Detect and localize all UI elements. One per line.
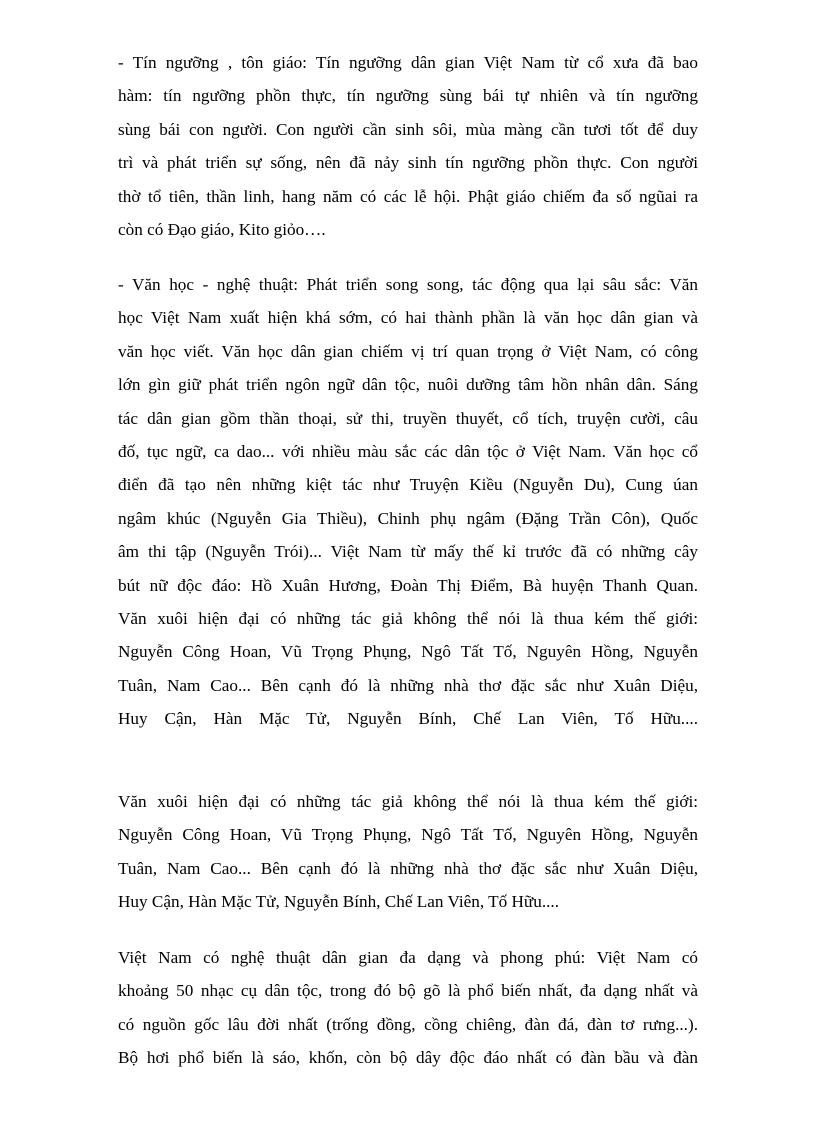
- text-line: văn học viết. Văn học dân gian chiếm vị trí quan trọng ở Việt Nam, có công: [118, 341, 698, 361]
- text-line: bút nữ độc đáo: Hồ Xuân Hương, Đoàn Thị Điểm, Bà huyện Thanh Quan.: [118, 575, 698, 595]
- text-line: Văn xuôi hiện đại có những tác giả không thể nói là thua kém thế giới:: [118, 792, 698, 811]
- text-line: - Văn học - nghệ thuật: Phát triển song song, tác động qua lại sâu sắc: Văn: [118, 275, 698, 294]
- text-line: lớn gìn giữ phát triển ngôn ngữ dân tộc, nuôi dưỡng tâm hồn nhân dân. Sáng: [118, 375, 698, 395]
- text-line: sùng bái con người. Con người cần sinh sôi, mùa màng cần tươi tốt để duy: [118, 119, 698, 139]
- text-line: thờ tổ tiên, thần linh, hang năm có các lễ hội. Phật giáo chiếm đa số ngũai ra: [118, 186, 698, 206]
- text-line: còn có Đạo giáo, Kito giỏo….: [118, 219, 326, 239]
- text-line: âm thi tập (Nguyễn Trói)... Việt Nam từ mấy thế kỉ trước đã có những cây: [118, 542, 698, 562]
- paragraph-literature-art: [118, 268, 698, 735]
- paragraph-modern-prose: [118, 785, 698, 919]
- text-line: Nguyễn Công Hoan, Vũ Trọng Phụng, Ngô Tất Tố, Nguyên Hồng, Nguyễn: [118, 642, 698, 662]
- text-line: có nguồn gốc lâu đời nhất (trống đồng, cồng chiêng, đàn đá, đàn tơ rưng...).: [118, 1014, 698, 1034]
- text-line: Nguyễn Công Hoan, Vũ Trọng Phụng, Ngô Tất Tố, Nguyên Hồng, Nguyễn: [118, 825, 698, 845]
- text-line: ngâm khúc (Nguyễn Gia Thiều), Chinh phụ ngâm (Đặng Trần Côn), Quốc: [118, 508, 698, 528]
- text-line: - Tín ngưỡng , tôn giáo: Tín ngưỡng dân gian Việt Nam từ cổ xưa đã bao: [118, 53, 698, 72]
- text-line: Huy Cận, Hàn Mặc Tử, Nguyễn Bính, Chế Lan Viên, Tố Hữu....: [118, 709, 698, 729]
- text-line: Tuân, Nam Cao... Bên cạnh đó là những nhà thơ đặc sắc như Xuân Diệu,: [118, 858, 698, 878]
- text-line: khoảng 50 nhạc cụ dân tộc, trong đó bộ gõ là phổ biến nhất, đa dạng nhất và: [118, 981, 698, 1001]
- text-line: điển đã tạo nên những kiệt tác như Truyện Kiều (Nguyễn Du), Cung úan: [118, 475, 698, 495]
- text-line: Bộ hơi phổ biến là sáo, khốn, còn bộ dây độc đáo nhất có đàn bầu và đàn: [118, 1048, 698, 1068]
- paragraph-folk-art: [118, 941, 698, 1075]
- text-line: Việt Nam có nghệ thuật dân gian đa dạng và phong phú: Việt Nam có: [118, 948, 698, 967]
- text-line: Văn xuôi hiện đại có những tác giả không thể nói là thua kém thế giới:: [118, 608, 698, 628]
- text-line: hàm: tín ngưỡng phồn thực, tín ngưỡng sùng bái tự nhiên và tín ngưỡng: [118, 86, 698, 106]
- paragraph-beliefs-religion: [118, 46, 698, 246]
- text-line: học Việt Nam xuất hiện khá sớm, có hai thành phần là văn học dân gian và: [118, 308, 698, 328]
- text-line: trì và phát triển sự sống, nên đã nảy sinh tín ngưỡng phồn thực. Con người: [118, 153, 698, 173]
- text-line: Tuân, Nam Cao... Bên cạnh đó là những nhà thơ đặc sắc như Xuân Diệu,: [118, 675, 698, 695]
- text-line: tác dân gian gồm thần thoại, sử thi, truyền thuyết, cổ tích, truyện cười, câu: [118, 408, 698, 428]
- text-line: Huy Cận, Hàn Mặc Tử, Nguyễn Bính, Chế Lan Viên, Tố Hữu....: [118, 892, 560, 912]
- text-line: đố, tục ngữ, ca dao... với nhiều màu sắc các dân tộc ở Việt Nam. Văn học cổ: [118, 441, 698, 461]
